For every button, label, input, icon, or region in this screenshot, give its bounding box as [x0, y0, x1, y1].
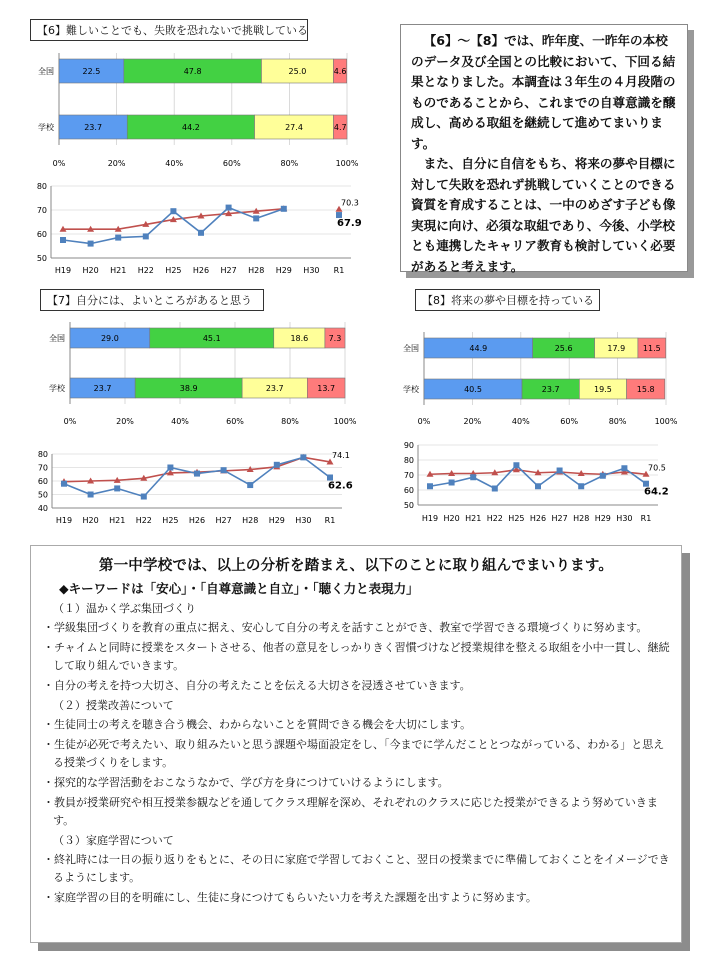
bar-value-label: 25.0 — [288, 67, 307, 76]
bar-axis-tick: 60% — [226, 417, 244, 426]
chart7-line-chart — [30, 445, 370, 530]
plan-item: ・チャイムと同時に授業をスタートさせる、他者の意見をしっかりきく習慣づけなど授業規律を整える取組を小中一貫し、継続して取り組んでいきます。 — [43, 641, 670, 672]
plan-item: ・終礼時には一日の振り返りをもとに、その日に家庭で学習しておくこと、翌日の授業までに準備しておくことをイメージできるようにします。 — [43, 853, 670, 884]
bar-value-label: 11.5 — [642, 344, 661, 353]
line-x-tick: H27 — [220, 266, 237, 275]
plan-keywords: ◆キーワードは「安心」・「自尊意識と自立」・「聴く力と表現力」 — [59, 581, 419, 596]
line-y-tick: 80 — [403, 456, 414, 465]
line-x-tick: H28 — [242, 516, 259, 525]
line-x-tick: H29 — [275, 266, 292, 275]
bar-axis-tick: 40% — [511, 417, 530, 426]
bar-value-label: 17.9 — [607, 344, 626, 353]
line-x-tick: H25 — [508, 514, 525, 523]
line-y-tick: 70 — [403, 471, 414, 480]
chart8-bar-chart — [396, 320, 686, 432]
school-point — [427, 483, 433, 489]
school-point — [88, 492, 94, 498]
plan-section-title: （１）温かく学ぶ集団づくり — [53, 602, 196, 615]
school-point — [198, 230, 204, 236]
line-x-tick: R1 — [640, 514, 652, 523]
line-x-tick: H20 — [443, 514, 460, 523]
bar-axis-tick: 0% — [52, 159, 66, 168]
bar-axis-tick: 60% — [222, 159, 241, 168]
bar-value-label: 23.7 — [541, 385, 560, 394]
bar-axis-tick: 0% — [417, 417, 431, 426]
chart7-title: 【7】自分には、よいところがあると思う — [40, 289, 264, 311]
line-x-tick: H21 — [110, 266, 127, 275]
school-point — [470, 474, 476, 480]
line-y-tick: 80 — [37, 450, 48, 459]
school-point — [226, 205, 232, 211]
bar-axis-tick: 20% — [116, 417, 134, 426]
line-x-tick: H29 — [594, 514, 611, 523]
line-x-tick: H26 — [188, 516, 206, 525]
bar-axis-tick: 40% — [171, 417, 189, 426]
line-x-tick: H30 — [295, 516, 312, 525]
school-point — [60, 237, 66, 243]
school-point — [61, 481, 67, 487]
school-point — [300, 454, 306, 460]
bar-value-label: 18.6 — [290, 334, 309, 343]
plan-box — [30, 545, 682, 943]
school-point — [253, 215, 259, 221]
bar-value-label: 7.3 — [328, 334, 342, 343]
summary-paragraph-2: また、自分に自信をもち、将来の夢や目標に対して失敗を恐れず挑戦していくことのできる資質を育成することは、一中のめざす子ども像実現に向け、必須な取組であり、今後、小学校とも連携したキャリア教育も検討していく必要があると考えます。 — [411, 156, 676, 274]
line-y-tick: 50 — [403, 501, 414, 510]
line-x-tick: H26 — [192, 266, 210, 275]
bar-axis-tick: 40% — [165, 159, 184, 168]
bar-value-label: 25.6 — [554, 344, 573, 353]
bar-value-label: 19.5 — [594, 385, 612, 394]
school-point — [115, 235, 121, 241]
plan-item: ・生徒が必死で考えたい、取り組みたいと思う課題や場面設定をし、「今までに学んだこととつながっている、わかる」と思える授業づくりをします。 — [43, 738, 665, 769]
plan-section-title: （２）授業改善について — [53, 699, 174, 712]
line-x-tick: H29 — [268, 516, 285, 525]
school-point — [274, 462, 280, 468]
line-x-tick: H19 — [55, 516, 73, 525]
line-x-tick: R1 — [333, 266, 345, 275]
national-last-label: 70.3 — [341, 198, 359, 208]
plan-item: ・生徒同士の考えを聴き合う機会、わからないことを質問できる機会を大切にします。 — [43, 718, 472, 731]
bar-row-label: 全国 — [38, 67, 54, 76]
school-point — [281, 206, 287, 212]
school-last-label: 64.2 — [644, 486, 669, 498]
school-point — [167, 465, 173, 471]
national-line — [63, 209, 339, 229]
line-x-tick: H21 — [109, 516, 126, 525]
line-x-tick: H21 — [465, 514, 482, 523]
school-line — [64, 457, 330, 496]
line-x-tick: H22 — [137, 266, 154, 275]
bar-axis-tick: 20% — [463, 417, 482, 426]
chart6-line-chart — [20, 178, 370, 276]
bar-axis-tick: 20% — [107, 159, 126, 168]
school-point — [578, 483, 584, 489]
chart8-title: 【8】将来の夢や目標を持っている — [415, 289, 600, 311]
bar-row-label: 学校 — [49, 384, 65, 393]
bar-value-label: 4.7 — [333, 123, 347, 132]
bar-value-label: 15.8 — [636, 385, 655, 394]
plan-item: ・探究的な学習活動をおこなうなかで、学び方を身につけていけるようにします。 — [43, 776, 449, 789]
line-x-tick: H25 — [162, 516, 179, 525]
school-point — [621, 465, 627, 471]
bar-row-label: 学校 — [403, 385, 419, 394]
plan-item: ・学級集団づくりを教育の重点に据え、安心して自分の考えを話すことができ、教室で学習できる環境づくりに努めます。 — [43, 621, 648, 634]
school-point — [88, 241, 94, 247]
chart8-line-chart — [396, 437, 686, 527]
bar-axis-tick: 100% — [335, 159, 359, 168]
line-x-tick: H26 — [529, 514, 547, 523]
bar-row-label: 全国 — [49, 334, 65, 343]
line-x-tick: H28 — [573, 514, 590, 523]
plan-item: ・家庭学習の目的を明確にし、生徒に身につけてもらいたい力を考えた課題を出すように努めます。 — [43, 891, 537, 904]
bar-value-label: 29.0 — [100, 334, 119, 343]
bar-value-label: 4.6 — [333, 67, 347, 76]
bar-value-label: 22.5 — [82, 67, 101, 76]
school-point — [600, 473, 606, 479]
plan-heading: 第一中学校では、以上の分析を踏まえ、以下のことに取り組んでまいります。 — [98, 558, 614, 574]
bar-value-label: 23.7 — [265, 384, 284, 393]
line-x-tick: R1 — [324, 516, 336, 525]
school-point — [194, 471, 200, 477]
line-y-tick: 90 — [403, 441, 414, 450]
plan-section-title: （３）家庭学習について — [53, 834, 174, 847]
school-point — [492, 486, 498, 492]
line-x-tick: H22 — [486, 514, 503, 523]
line-y-tick: 60 — [37, 477, 48, 486]
bar-value-label: 47.8 — [183, 67, 202, 76]
bar-value-label: 27.4 — [285, 123, 303, 132]
plan-sections — [41, 600, 671, 907]
bar-axis-tick: 80% — [280, 159, 299, 168]
bar-axis-tick: 80% — [281, 417, 299, 426]
bar-axis-tick: 80% — [608, 417, 627, 426]
line-y-tick: 40 — [37, 504, 48, 513]
line-x-tick: H25 — [165, 266, 182, 275]
school-point — [143, 233, 149, 239]
bar-value-label: 38.9 — [179, 384, 198, 393]
bar-value-label: 44.9 — [469, 344, 488, 353]
line-x-tick: H30 — [303, 266, 320, 275]
school-point — [141, 494, 147, 500]
line-x-tick: H20 — [82, 516, 99, 525]
school-last-label: 67.9 — [337, 218, 362, 230]
bar-row-label: 学校 — [38, 123, 54, 132]
line-x-tick: H27 — [551, 514, 568, 523]
line-x-tick: H20 — [82, 266, 99, 275]
plan-item: ・教員が授業研究や相互授業参観などを通してクラス理解を深め、それぞれのクラスに応じた授業ができるよう努めていきます。 — [43, 796, 658, 827]
school-point — [221, 467, 227, 473]
line-y-tick: 50 — [37, 490, 48, 500]
bar-value-label: 44.2 — [181, 123, 200, 132]
line-y-tick: 70 — [37, 463, 48, 473]
line-y-tick: 60 — [403, 486, 414, 495]
bar-value-label: 45.1 — [202, 334, 221, 343]
summary-box — [400, 24, 688, 272]
line-x-tick: H19 — [421, 514, 439, 523]
line-x-tick: H27 — [215, 516, 232, 525]
bar-value-label: 23.7 — [84, 123, 103, 132]
line-x-tick: H30 — [616, 514, 633, 523]
line-y-tick: 60 — [36, 230, 47, 239]
line-y-tick: 80 — [36, 182, 47, 191]
bar-axis-tick: 100% — [654, 417, 678, 426]
bar-axis-tick: 100% — [333, 417, 357, 426]
bar-row-label: 全国 — [403, 344, 419, 353]
line-x-tick: H19 — [54, 266, 72, 275]
national-last-label: 70.5 — [648, 463, 666, 473]
bar-value-label: 13.7 — [317, 384, 336, 393]
plan-item: ・自分の考えを持つ大切さ、自分の考えたことを伝える大切さを浸透させていきます。 — [43, 679, 471, 692]
school-point — [449, 480, 455, 486]
line-y-tick: 70 — [36, 206, 47, 215]
school-point — [170, 208, 176, 214]
school-point — [513, 462, 519, 468]
bar-axis-tick: 0% — [63, 417, 77, 426]
school-point — [114, 485, 120, 491]
line-x-tick: H28 — [248, 266, 265, 275]
chart6-title: 【6】難しいことでも、失敗を恐れないで挑戦している — [30, 19, 308, 41]
bar-value-label: 23.7 — [93, 384, 112, 393]
line-x-tick: H22 — [135, 516, 152, 525]
school-last-label: 62.6 — [328, 480, 353, 492]
chart7-bar-chart — [30, 320, 370, 432]
chart6-bar-chart — [20, 45, 370, 175]
summary-paragraph-1: 【6】～【8】では、昨年度、一昨年の本校のデータ及び全国との比較において、下回る結果となりました。本調査は３年生の４月段階のものであることから、これまでの自尊意識を醸成し、高める取組を継続して進めてまいります。 — [411, 33, 676, 151]
school-point — [535, 483, 541, 489]
school-point — [247, 482, 253, 488]
line-y-tick: 50 — [36, 254, 47, 263]
bar-value-label: 40.5 — [464, 385, 482, 394]
bar-axis-tick: 60% — [560, 417, 579, 426]
school-point — [557, 468, 563, 474]
national-last-label: 74.1 — [332, 450, 350, 460]
